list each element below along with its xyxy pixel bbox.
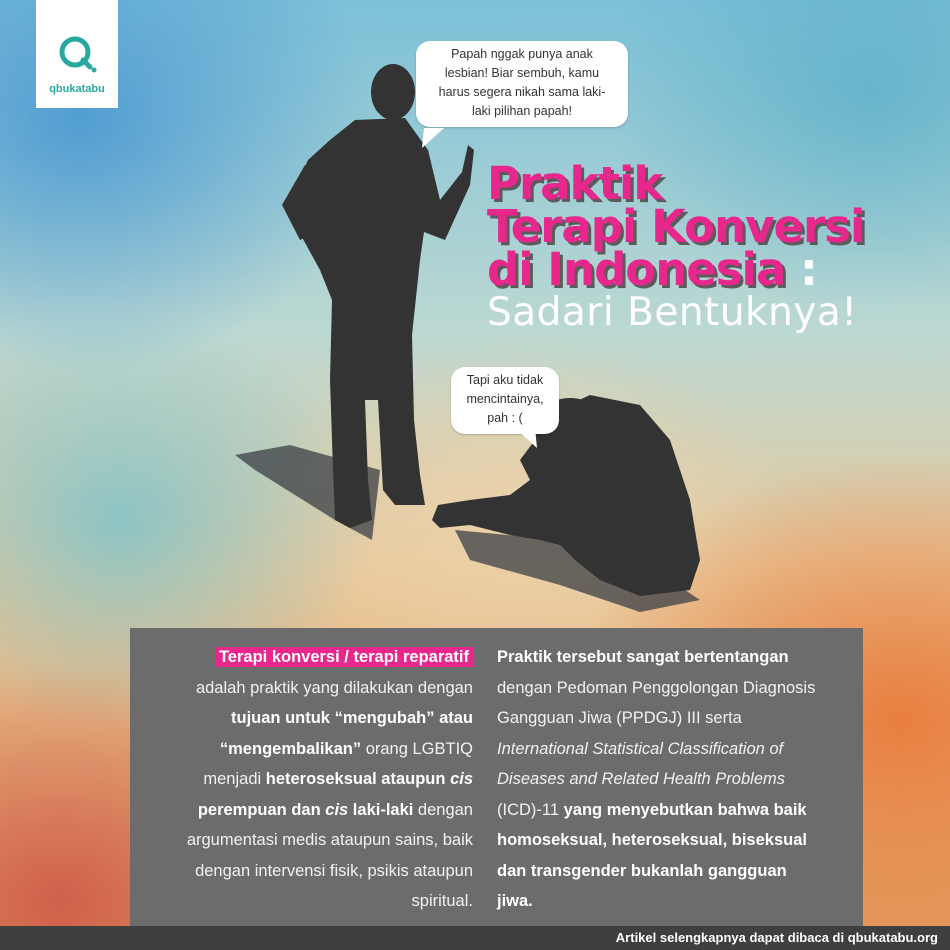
footer-bar xyxy=(0,926,950,950)
bubble-line: lesbian! Biar sembuh, kamu xyxy=(444,66,600,80)
text-line: dengan Pedoman Penggolongan Diagnosis xyxy=(497,678,816,697)
bold-text: tujuan untuk “mengubah” atau xyxy=(231,709,473,727)
title-line-3 xyxy=(487,243,864,296)
father-speech-bubble xyxy=(416,41,628,127)
text-line xyxy=(497,795,852,826)
bubble-line: harus segera nikah sama laki- xyxy=(438,85,606,99)
bubble-tail-icon xyxy=(420,128,450,150)
text: menjadi xyxy=(203,770,266,788)
bold-text: dan transgender bukanlah gangguan xyxy=(497,861,787,880)
bubble-line: pah : ( xyxy=(487,411,523,425)
highlight-term: Terapi konversi / terapi reparatif xyxy=(215,647,473,667)
bold-text: yang menyebutkan bahwa baik xyxy=(563,800,807,819)
title-line-3-text: di Indonesia xyxy=(487,243,786,296)
text-line: Gangguan Jiwa (PPDGJ) III serta xyxy=(497,709,742,727)
text-line xyxy=(497,825,852,856)
definition-column xyxy=(130,642,473,917)
q-logo-icon xyxy=(57,34,97,74)
bold-text: “mengembalikan” xyxy=(219,739,362,758)
info-panel xyxy=(130,628,863,927)
explanation-column xyxy=(497,642,852,917)
brand-name: qbukatabu xyxy=(49,83,105,95)
text-line xyxy=(130,795,473,826)
bubble-line: Papah nggak punya anak xyxy=(451,47,593,61)
bold-text: homoseksual, heteroseksual, biseksual xyxy=(497,831,807,849)
bold-text: Praktik tersebut sangat bertentangan xyxy=(497,648,789,666)
text: orang LGBTIQ xyxy=(361,739,473,758)
footer-link-text[interactable]: Artikel selengkapnya dapat dibaca di qbukatabu.org xyxy=(615,930,938,945)
text-line: adalah praktik yang dilakukan dengan xyxy=(195,678,473,697)
bubble-line: Tapi aku tidak xyxy=(466,373,544,387)
italic-text: cis xyxy=(325,800,349,819)
child-speech-bubble xyxy=(451,367,559,434)
bold-text: perempuan dan xyxy=(197,800,326,819)
text-line xyxy=(130,764,473,795)
bold-text: laki-laki xyxy=(348,800,414,819)
text-line: argumentasi medis ataupun sains, baik xyxy=(186,831,473,849)
title-line-2: Terapi Konversi xyxy=(487,200,865,253)
text-line xyxy=(497,734,852,765)
bold-text: jiwa. xyxy=(497,892,533,910)
title-colon: : xyxy=(785,243,818,296)
text-line xyxy=(497,856,852,887)
text-line xyxy=(497,642,852,673)
text-line xyxy=(497,764,852,795)
bubble-tail-icon xyxy=(515,428,541,450)
text-line: spiritual. xyxy=(411,892,473,910)
text: dengan xyxy=(413,800,473,819)
title-line-1: Praktik xyxy=(487,157,663,210)
text-line xyxy=(497,886,852,917)
brand-logo xyxy=(36,0,118,108)
text-line: dengan intervensi fisik, psikis ataupun xyxy=(195,861,473,880)
text: (ICD)-11 xyxy=(497,800,564,819)
italic-text: International Statistical Classification of xyxy=(497,739,784,758)
bubble-line: laki pilihan papah! xyxy=(471,104,573,118)
text-line xyxy=(130,734,473,765)
bubble-line: mencintainya, xyxy=(466,392,544,406)
page-title xyxy=(487,157,865,335)
bold-text: heteroseksual ataupun xyxy=(265,770,451,788)
italic-text: cis xyxy=(450,770,473,788)
text-line xyxy=(130,703,473,734)
title-subtitle: Sadari Bentuknya! xyxy=(487,290,858,335)
text-line xyxy=(130,642,473,673)
italic-text: Diseases and Related Health Problems xyxy=(497,770,785,788)
